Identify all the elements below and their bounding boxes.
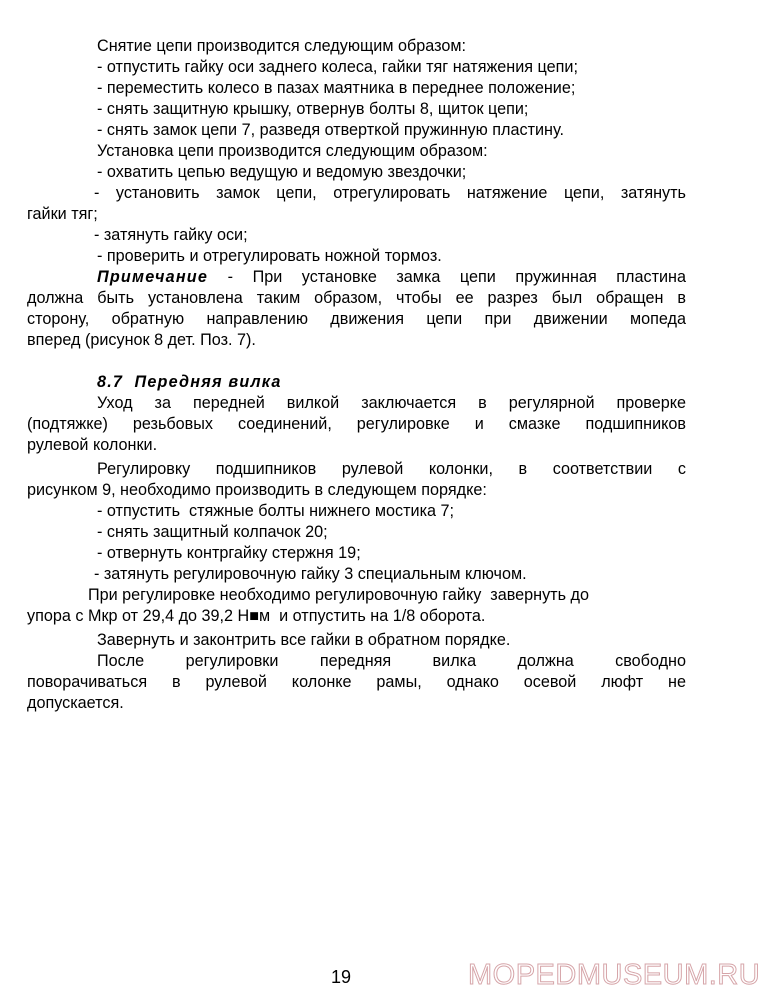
text-line: Регулировку подшипников рулевой колонки, в соответствии с <box>97 460 686 478</box>
text-line: - снять замок цепи 7, разведя отверткой пружинную пластину. <box>97 121 564 139</box>
text-line: рисунком 9, необходимо производить в следующем порядке: <box>27 481 487 499</box>
text-line: сторону, обратную направлению движения цепи при движении мопеда <box>27 310 686 328</box>
note-line <box>97 268 686 287</box>
text-line: должна быть установлена таким образом, чтобы ее разрез был обращен в <box>27 289 686 307</box>
text-line: - установить замок цепи, отрегулировать натяжение цепи, затянуть <box>94 184 686 202</box>
section-heading: 8.7 Передняя вилка <box>97 373 282 391</box>
text-line: упора с Мкр от 29,4 до 39,2 Н■м и отпустить на 1/8 оборота. <box>27 607 486 625</box>
note-label: Примечание <box>97 268 209 286</box>
text-line: поворачиваться в рулевой колонке рамы, однако осевой люфт не <box>27 673 686 691</box>
text-line: - затянуть гайку оси; <box>94 226 248 244</box>
text-line: Уход за передней вилкой заключается в регулярной проверке <box>97 394 686 412</box>
text-line: - охватить цепью ведущую и ведомую звездочки; <box>97 163 467 181</box>
page-number: 19 <box>331 967 352 987</box>
note-text: - При установке замка цепи пружинная пластина <box>208 268 686 286</box>
text-line: - переместить колесо в пазах маятника в переднее положение; <box>97 79 576 97</box>
text-line: (подтяжке) резьбовых соединений, регулировке и смазке подшипников <box>27 415 686 433</box>
text-line: - снять защитный колпачок 20; <box>97 523 328 541</box>
text-line: Завернуть и законтрить все гайки в обратном порядке. <box>97 631 511 649</box>
text-line: гайки тяг; <box>27 205 98 223</box>
text-line: - отпустить стяжные болты нижнего мостика 7; <box>97 502 455 520</box>
text-line: допускается. <box>27 694 124 712</box>
text-line: рулевой колонки. <box>27 436 158 454</box>
text-line: Снятие цепи производится следующим образом: <box>97 37 466 55</box>
text-line: Установка цепи производится следующим образом: <box>97 142 488 160</box>
text-line: - отвернуть контргайку стержня 19; <box>97 544 361 562</box>
watermark: MOPEDMUSEUM.RU <box>468 959 760 991</box>
text-line: - отпустить гайку оси заднего колеса, гайки тяг натяжения цепи; <box>97 58 578 76</box>
text-line: После регулировки передняя вилка должна свободно <box>97 652 686 670</box>
text-line: При регулировке необходимо регулировочную гайку завернуть до <box>88 586 589 604</box>
text-line: - затянуть регулировочную гайку 3 специальным ключом. <box>94 565 527 583</box>
text-line: - проверить и отрегулировать ножной тормоз. <box>97 247 442 265</box>
text-line: - снять защитную крышку, отвернув болты 8, щиток цепи; <box>97 100 529 118</box>
text-line: вперед (рисунок 8 дет. Поз. 7). <box>27 331 256 349</box>
